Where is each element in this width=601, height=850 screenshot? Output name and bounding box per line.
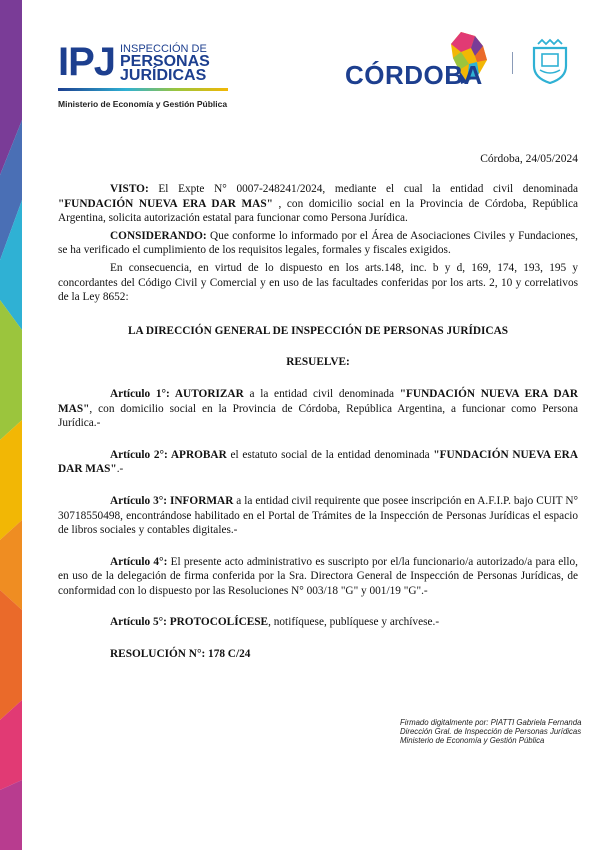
visto-text1: El Expte N° 0007-248241/2024, mediante el cual la entidad civil denominada <box>148 183 578 195</box>
article-3 <box>58 494 578 538</box>
resolution-number-text: RESOLUCIÓN N°: 178 C/24 <box>110 648 251 661</box>
resolution-number <box>58 647 578 662</box>
article-4-text: El presente acto administrativo es suscripto por el/la funcionario/a autorizado/a para ello, en uso de la delegación de firma conferida por la Sra. Directora General de Inspección de Personas Jurídicas, de conformidad con lo dispuesto por las Resoluciones N° 003/18 "G" y 001/19 "G".- <box>58 555 578 597</box>
article-2-verb: APROBAR <box>167 448 227 461</box>
article-1-text1: a la entidad civil denominada <box>243 387 400 400</box>
digital-signature <box>400 718 581 745</box>
article-5-text: , notifíquese, publíquese y archívese.- <box>268 616 440 629</box>
visto-label: VISTO: <box>110 183 149 195</box>
consecuencia-paragraph: En consecuencia, en virtud de lo dispuesto en los arts.148, inc. b y d, 169, 174, 193, 195 y concordantes del Código Civil y Comercial y en uso de las facultades conferidas por los arts. 2, 10 y correlativos de la Ley 8652: <box>58 261 578 304</box>
considerando-label: CONSIDERANDO: <box>110 229 207 242</box>
visto-paragraph <box>58 182 578 226</box>
ipj-logo-line1: INSPECCIÓN DE <box>120 43 207 55</box>
article-1 <box>58 387 578 431</box>
resolution-body <box>58 150 578 662</box>
ipj-color-bar <box>58 88 228 91</box>
signature-line1: Firmado digitalmente por: PIATTI Gabriela Fernanda <box>400 718 582 727</box>
ministry-label: Ministerio de Economía y Gestión Pública <box>58 99 228 109</box>
ipj-logo-line2: PERSONAS <box>120 53 210 70</box>
decorative-color-edge <box>0 0 22 850</box>
article-1-label: Artículo 1°: <box>110 387 170 400</box>
document-date: Córdoba, 24/05/2024 <box>480 153 578 165</box>
visto-text2: , con domicilio social en la Provincia de Córdoba, República Argentina, solicita autorización estatal para funcionar como Persona Jurídica. <box>58 197 578 225</box>
article-5 <box>58 615 578 630</box>
signature-line3: Ministerio de Economía y Gestión Pública <box>400 736 545 745</box>
cordoba-shield-icon <box>528 38 572 84</box>
article-3-verb: INFORMAR <box>167 494 234 507</box>
article-3-text: a la entidad civil requirente que posee inscripción en A.F.I.P. bajo CUIT N° 30718550498, encontrándose habilitado en el Portal de Trámites de la Inspección de Personas Jurídicas el espacio de libros sociales y contables digitales.- <box>58 494 578 537</box>
article-1-entity: "FUNDACIÓN NUEVA ERA DAR MAS" <box>58 387 578 415</box>
article-2-label: Artículo 2°: <box>110 448 168 461</box>
considerando-paragraph <box>58 229 578 258</box>
article-2-text2: .- <box>116 463 124 476</box>
article-5-verb: PROTOCOLÍCESE <box>166 616 269 629</box>
cordoba-logo <box>345 30 505 90</box>
article-1-text2: , con domicilio social en la Provincia de Córdoba, República Argentina, a funcionar como Persona Jurídica.- <box>58 402 578 430</box>
direccion-heading: LA DIRECCIÓN GENERAL DE INSPECCIÓN DE PERSONAS JURÍDICAS <box>127 324 509 337</box>
article-2 <box>58 448 578 477</box>
ipj-logo-mark: IPJ <box>58 40 116 84</box>
considerando-text: Que conforme lo informado por el Área de Asociaciones Civiles y Fundaciones, se ha verificado el cumplimiento de los requisitos legales, formales y fiscales exigidos. <box>58 229 578 257</box>
ipj-logo-text <box>120 44 210 83</box>
ipj-logo <box>58 42 268 92</box>
resuelve-heading: RESUELVE: <box>286 356 350 369</box>
cordoba-wordmark: CÓRDOBA <box>345 60 483 90</box>
signature-line2: Dirección Gral. de Inspección de Personas Jurídicas <box>400 727 582 736</box>
article-2-entity: "FUNDACIÓN NUEVA ERA DAR MAS" <box>58 448 578 476</box>
article-2-text1: el estatuto social de la entidad denominada <box>226 448 434 461</box>
article-4-label: Artículo 4°: <box>110 555 168 568</box>
ipj-logo-line3: JURÍDICAS <box>120 67 207 84</box>
article-4 <box>58 555 578 599</box>
logo-divider <box>512 52 513 74</box>
article-1-verb: AUTORIZAR <box>169 387 244 400</box>
visto-entity: "FUNDACIÓN NUEVA ERA DAR MAS" <box>58 197 273 210</box>
article-3-label: Artículo 3°: <box>110 494 168 507</box>
article-5-label: Artículo 5°: <box>110 616 167 629</box>
